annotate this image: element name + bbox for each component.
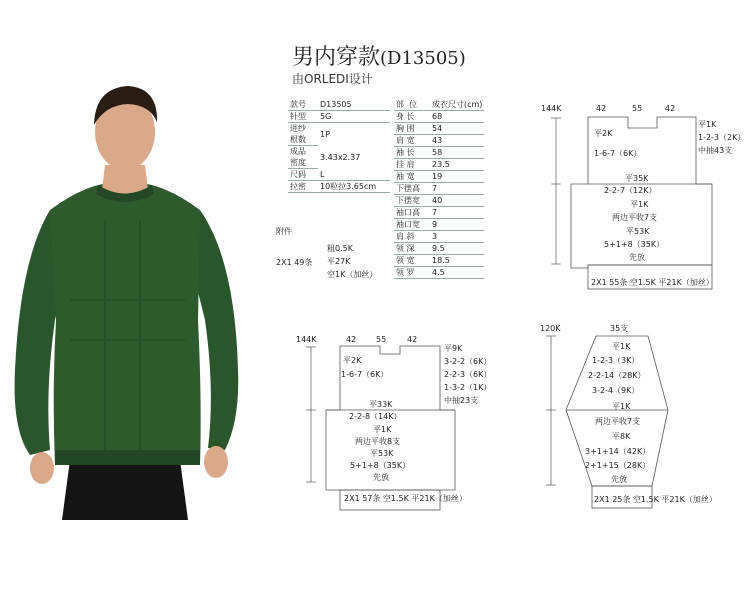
back-neck-line: 平9K bbox=[444, 344, 463, 353]
attachment-line: 平27K bbox=[327, 257, 351, 266]
back-hem-label: 2X1 57条 空1.5K 平21K（加丝） bbox=[344, 494, 467, 503]
back-neck-line: 中抽23支 bbox=[444, 396, 479, 405]
back-neck-line: 1-3-2（1K） bbox=[444, 383, 492, 392]
spec-table: 款号 D13505 针型 5G 进纱 1P 根数 成品 3.43x2.37 密度 尺码 L 拉密 10粒拉3.65cm bbox=[288, 99, 390, 193]
back-shoulder: 平2K bbox=[343, 356, 362, 365]
front-body-line: 5+1+8（35K） bbox=[604, 240, 665, 249]
sleeve-body-line: 平8K bbox=[612, 432, 631, 441]
front-top-mid: 55 bbox=[632, 104, 643, 113]
front-body-line: 平1K bbox=[630, 200, 649, 209]
front-neck-line: 平1K bbox=[698, 120, 717, 129]
sleeve-body-line: 两边平收7支 bbox=[595, 417, 641, 426]
sleeve-body-line: 3+1+14（42K） bbox=[585, 447, 651, 456]
sleeve-height-label: 120K bbox=[540, 324, 561, 333]
front-body-line: 平53K bbox=[626, 227, 650, 236]
sleeve-cap-line: 2-2-14（28K） bbox=[588, 371, 646, 380]
front-body-line: 平35K bbox=[625, 174, 649, 183]
back-body-line: 平53K bbox=[370, 449, 394, 458]
sleeve-body-line: 平1K bbox=[612, 402, 631, 411]
front-shoulder-dec: 1-6-7（6K） bbox=[594, 149, 642, 158]
back-top-right: 42 bbox=[407, 335, 418, 344]
back-body-line: 两边平收8支 bbox=[355, 437, 401, 446]
designer-credit: 由ORLEDI设计 bbox=[292, 72, 373, 86]
back-body-line: 先放 bbox=[373, 473, 389, 482]
pattern-title: 男内穿款(D13505) bbox=[292, 45, 466, 70]
front-hem-label: 2X1 55条 空1.5K 平21K（加丝） bbox=[591, 278, 714, 287]
sleeve-cap-line: 1-2-3（3K） bbox=[592, 356, 640, 365]
front-neck-line: 1-2-3（2K） bbox=[698, 133, 746, 142]
front-shoulder: 平2K bbox=[594, 129, 613, 138]
attachment-label: 附件 bbox=[276, 227, 292, 236]
sleeve-hem-label: 2X1 25条 空1.5K 平21K（加丝） bbox=[594, 495, 717, 504]
sleeve-top-label: 35支 bbox=[610, 324, 629, 333]
front-neck-line: 中抽43支 bbox=[698, 146, 733, 155]
front-body-line: 两边平收7支 bbox=[612, 213, 658, 222]
front-height-label: 144K bbox=[541, 104, 562, 113]
sleeve-cap-line: 平1K bbox=[612, 342, 631, 351]
sleeve-body-line: 先放 bbox=[611, 475, 627, 484]
back-shoulder-dec: 1-6-7（6K） bbox=[341, 370, 389, 379]
back-body-line: 平33K bbox=[369, 400, 393, 409]
back-body-line: 2-2-8（14K） bbox=[349, 412, 402, 421]
attachment-line: 空1K（加丝） bbox=[327, 270, 378, 279]
back-body-line: 平1K bbox=[373, 425, 392, 434]
front-body-line: 2-2-7（12K） bbox=[604, 186, 657, 195]
back-body-line: 5+1+8（35K） bbox=[350, 461, 411, 470]
sleeve-cap-line: 3-2-4（9K） bbox=[592, 386, 640, 395]
sleeve-body-line: 2+1+15（28K） bbox=[585, 461, 651, 470]
back-height-label: 144K bbox=[296, 335, 317, 344]
back-top-left: 42 bbox=[346, 335, 357, 344]
attachment-rib: 2X1 49条 bbox=[276, 258, 313, 267]
back-neck-line: 2-2-3（6K） bbox=[444, 370, 492, 379]
measurement-table: 部 位 成衣尺寸(cm) 身 长 68 胸 围 54 肩 宽 43 袖 长 58 挂 肩 23.5 袖 宽 19 下摆高 7 下摆宽 40 袖口高 7 袖口宽 9 肩 斜 3 领 深 9.5 领 宽 18.5 领 罗 4.5 bbox=[396, 100, 483, 277]
front-body-line: 先放 bbox=[629, 253, 645, 262]
front-top-right: 42 bbox=[665, 104, 676, 113]
back-neck-line: 3-2-2（6K） bbox=[444, 357, 492, 366]
attachment-line: 粗0.5K bbox=[327, 244, 353, 253]
back-top-mid: 55 bbox=[376, 335, 387, 344]
front-top-left: 42 bbox=[596, 104, 607, 113]
